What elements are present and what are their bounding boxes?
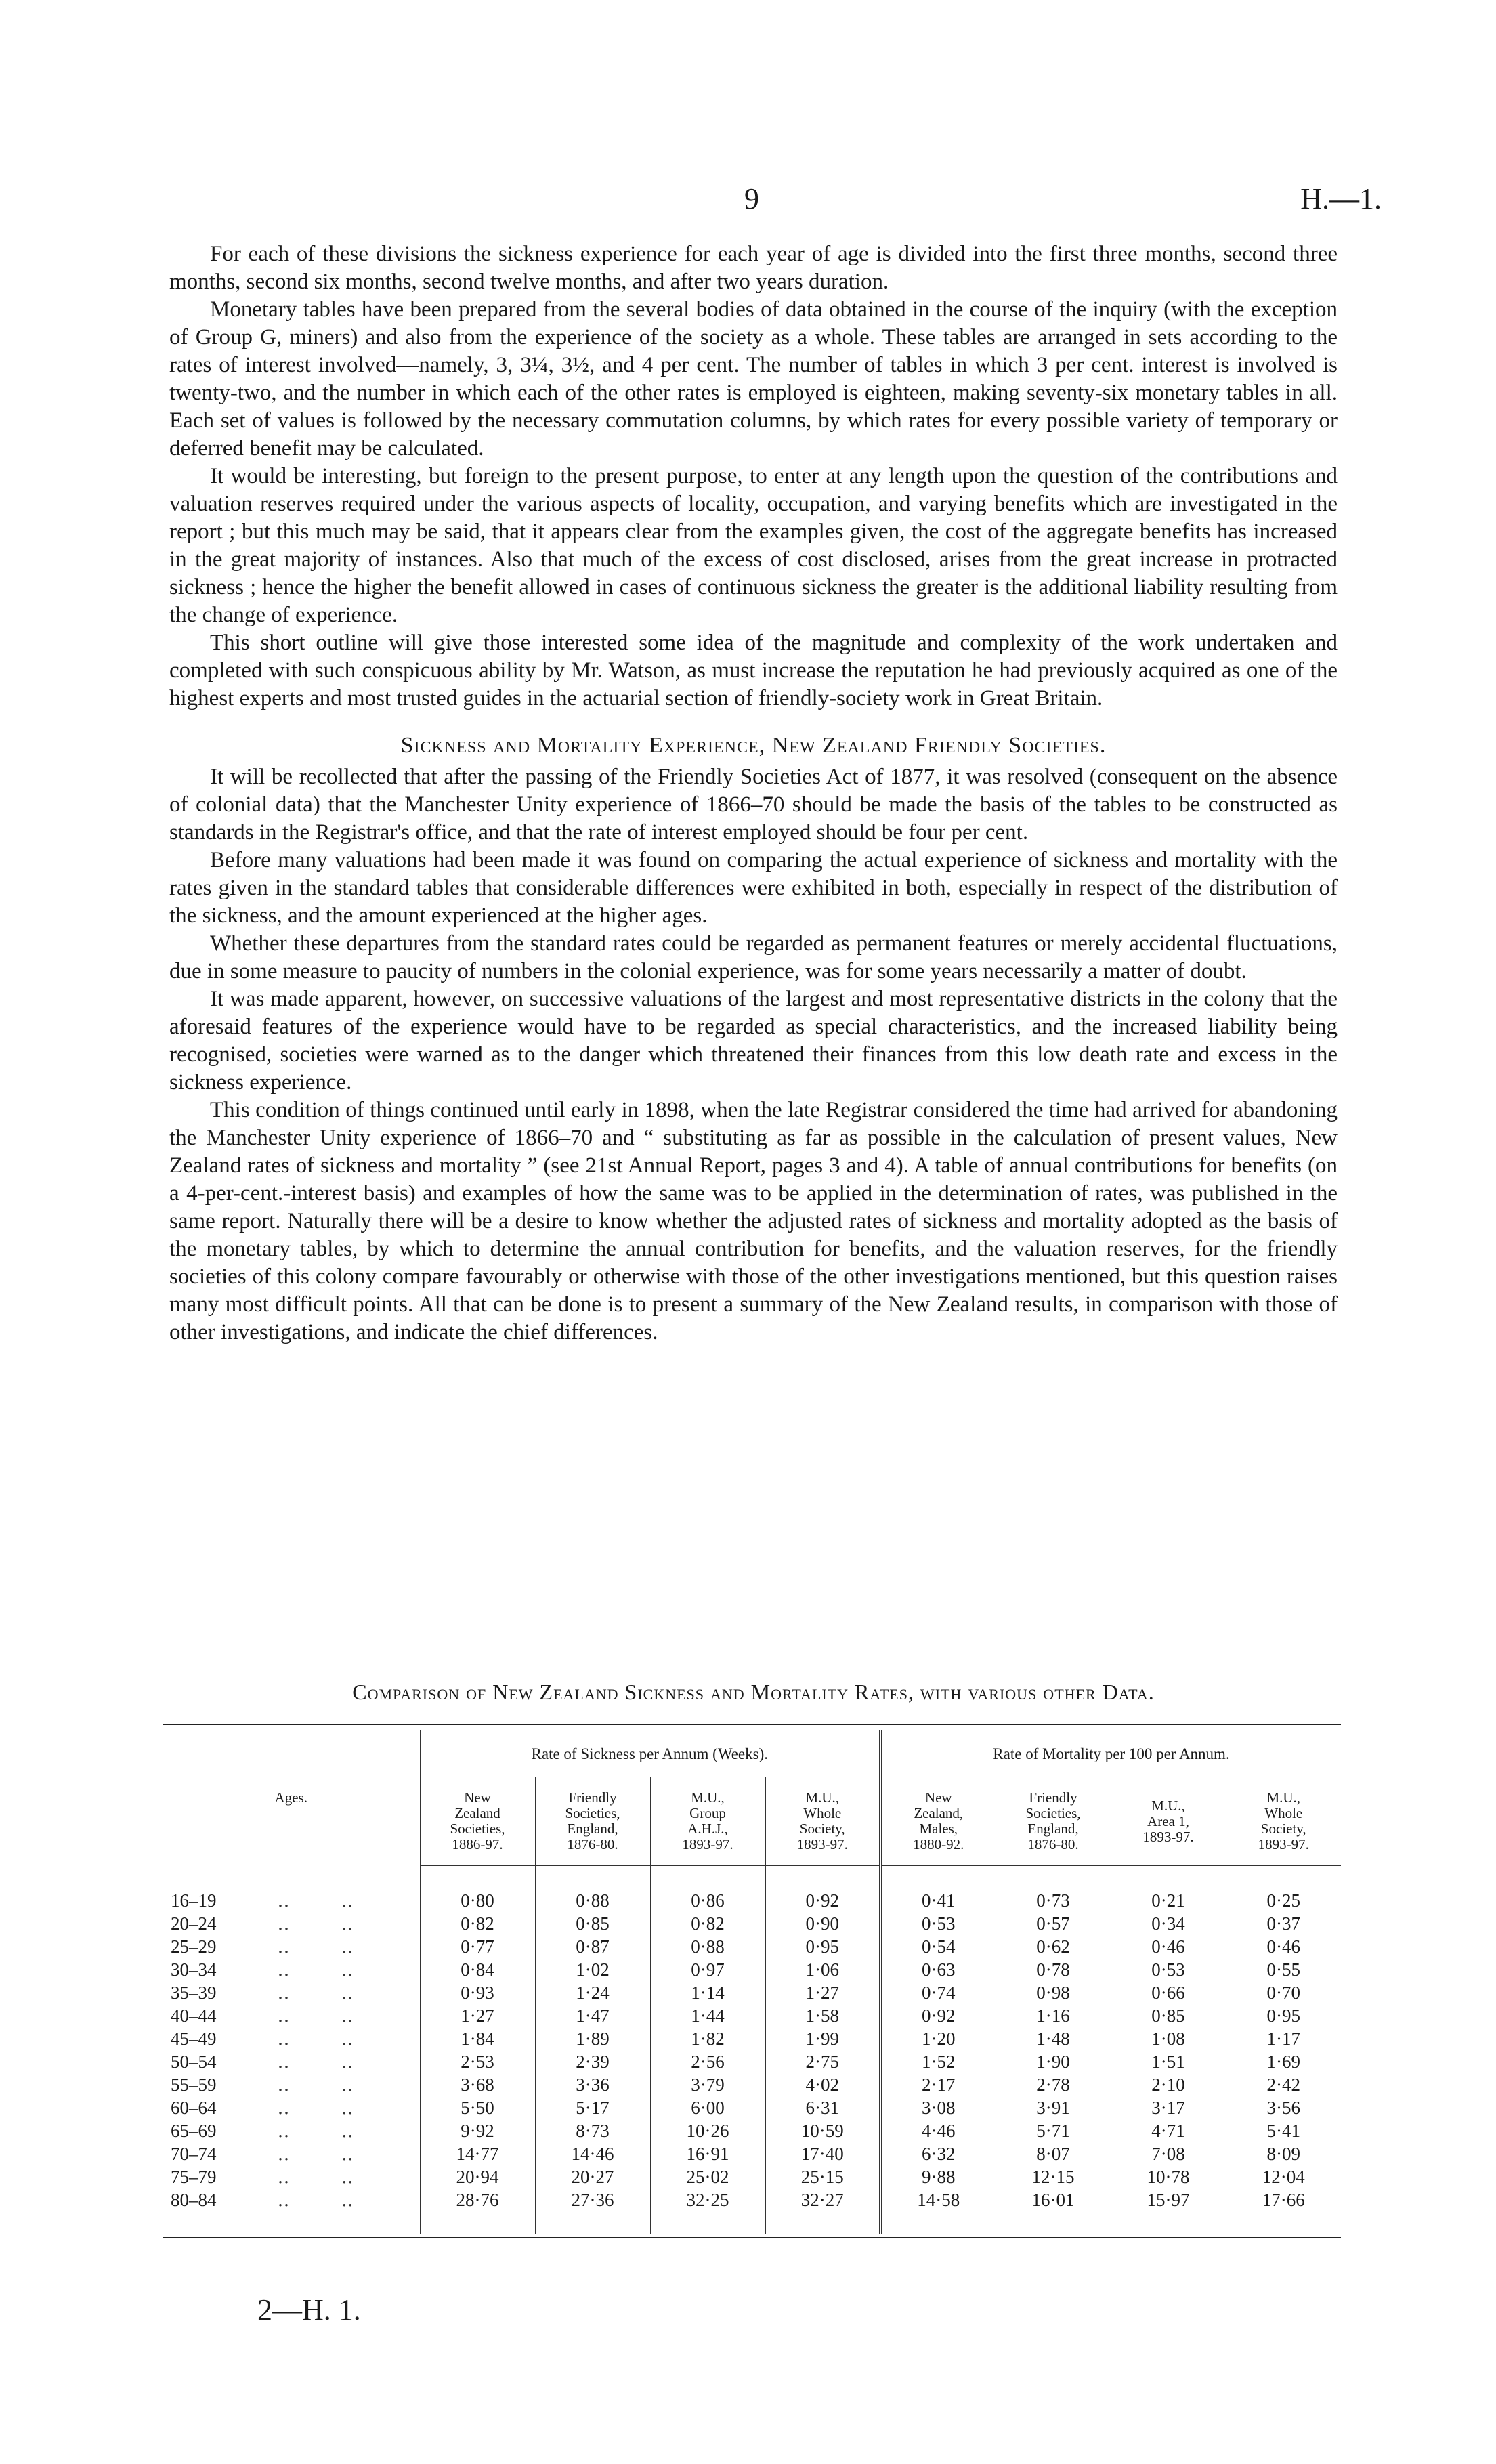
column-header-line: Zealand [454,1805,500,1821]
value-cell: 3·36 [535,2073,650,2096]
leader-dots: ‥ ‥ [277,2190,363,2210]
age-label: 20–24 [171,1913,217,1934]
value-cell: 0·92 [880,2004,996,2027]
age-cell [163,1912,420,1935]
value-cell: 1·16 [996,2004,1111,2027]
value-cell: 14·58 [880,2188,996,2211]
column-header-line: Societies, [565,1805,620,1821]
value-cell: 20·94 [420,2165,535,2188]
age-cell [163,1981,420,2004]
value-cell: 12·15 [996,2165,1111,2188]
value-cell: 17·40 [765,2142,880,2165]
leader-dots: ‥ ‥ [277,2098,363,2118]
column-header-line: 1893-97. [796,1836,848,1852]
value-cell: 1·24 [535,1981,650,2004]
table-row [163,2050,1341,2073]
column-header-line: 1886-97. [452,1836,503,1852]
column-header-line: New [464,1789,491,1806]
value-cell: 2·53 [420,2050,535,2073]
value-cell: 0·25 [1226,1889,1341,1912]
value-cell: 1·27 [420,2004,535,2027]
column-header-line: 1876-80. [1027,1836,1079,1852]
value-cell: 0·98 [996,1981,1111,2004]
table-row [163,2188,1341,2211]
value-cell: 5·41 [1226,2119,1341,2142]
value-cell: 0·37 [1226,1912,1341,1935]
column-header-line: 1893-97. [682,1836,733,1852]
value-cell: 25·15 [765,2165,880,2188]
value-cell: 5·17 [535,2096,650,2119]
column-header [765,1777,880,1866]
value-cell: 2·75 [765,2050,880,2073]
value-cell: 9·92 [420,2119,535,2142]
mortality-group-header: Rate of Mortality per 100 per Annum. [880,1730,1341,1777]
table-row [163,2073,1341,2096]
value-cell: 0·34 [1111,1912,1226,1935]
value-cell: 1·51 [1111,2050,1226,2073]
column-header-line: M.U., [805,1789,840,1806]
value-cell: 1·90 [996,2050,1111,2073]
value-cell: 0·85 [535,1912,650,1935]
column-header-line: Zealand, [914,1805,964,1821]
value-cell: 1·20 [880,2027,996,2050]
value-cell: 0·66 [1111,1981,1226,2004]
table-row [163,2142,1341,2165]
leader-dots: ‥ ‥ [277,2028,363,2049]
age-cell [163,2165,420,2188]
value-cell: 4·02 [765,2073,880,2096]
value-cell: 14·46 [535,2142,650,2165]
value-cell: 0·46 [1111,1935,1226,1958]
age-cell [163,2004,420,2027]
leader-dots: ‥ ‥ [277,2052,363,2072]
value-cell: 6·31 [765,2096,880,2119]
column-header-line: M.U., [691,1789,725,1806]
value-cell: 3·91 [996,2096,1111,2119]
value-cell: 1·52 [880,2050,996,2073]
value-cell: 25·02 [650,2165,765,2188]
paragraph: This condition of things continued until early in 1898, when the late Registrar considered the time had arrived for abandoning the Manchester Unity experience of 1866–70 and “ substituting as far as possible in the calculation of present values, New Zealand rates of sickness and mortality ” (see 21st Annual Report, pages 3 and 4). A table of annual contributions for benefits (on a 4-per-cent.-interest basis) and examples of how the same was to be applied in the determination of rates, was published in the same report. Naturally there will be a desire to know whether the adjusted rates of sickness and mortality adopted as the basis of the monetary tables, by which to determine the annual contribution for benefits, and the valuation reserves, for the friendly societies of this colony compare favourably or otherwise with those of the other investigations mentioned, but this question raises many most difficult points. All that can be done is to present a summary of the New Zealand results, in comparison with those of other investigations, and indicate the chief differences. [169,1098,1338,1344]
table-top-rule [163,1724,1341,1725]
value-cell: 1·44 [650,2004,765,2027]
value-cell: 0·57 [996,1912,1111,1935]
value-cell: 0·82 [420,1912,535,1935]
value-cell: 28·76 [420,2188,535,2211]
value-cell: 0·86 [650,1889,765,1912]
column-header-line: Group [689,1805,726,1821]
value-cell: 2·17 [880,2073,996,2096]
column-header-line: M.U., [1151,1797,1185,1814]
value-cell: 0·53 [1111,1958,1226,1981]
value-cell: 2·78 [996,2073,1111,2096]
age-label: 35–39 [171,1982,217,2003]
value-cell: 0·87 [535,1935,650,1958]
age-cell [163,1958,420,1981]
value-cell: 5·50 [420,2096,535,2119]
leader-dots: ‥ ‥ [277,1982,363,2003]
value-cell: 1·47 [535,2004,650,2027]
value-cell: 0·92 [765,1889,880,1912]
sickness-group-header: Rate of Sickness per Annum (Weeks). [420,1730,880,1777]
age-cell [163,2188,420,2211]
age-label: 30–34 [171,1959,217,1980]
value-cell: 0·93 [420,1981,535,2004]
value-cell: 0·78 [996,1958,1111,1981]
value-cell: 8·07 [996,2142,1111,2165]
value-cell: 10·78 [1111,2165,1226,2188]
value-cell: 8·09 [1226,2142,1341,2165]
column-header-line: Whole [803,1805,842,1821]
age-cell [163,1889,420,1912]
column-header-line: Societies, [450,1821,505,1837]
column-header [535,1777,650,1866]
table-row [163,1981,1341,2004]
column-header-line: Area 1, [1147,1812,1189,1829]
value-cell: 0·90 [765,1912,880,1935]
value-cell: 4·71 [1111,2119,1226,2142]
table-row [163,2165,1341,2188]
value-cell: 0·88 [535,1889,650,1912]
age-label: 80–84 [171,2190,217,2210]
value-cell: 3·79 [650,2073,765,2096]
value-cell: 7·08 [1111,2142,1226,2165]
column-header [996,1777,1111,1866]
value-cell: 10·59 [765,2119,880,2142]
leader-dots: ‥ ‥ [277,1959,363,1980]
value-cell: 1·48 [996,2027,1111,2050]
value-cell: 16·91 [650,2142,765,2165]
column-header [880,1777,996,1866]
value-cell: 17·66 [1226,2188,1341,2211]
leader-dots: ‥ ‥ [277,1890,363,1911]
table-row [163,2004,1341,2027]
age-cell [163,2142,420,2165]
section-title: Sickness and Mortality Experience, New Zealand Friendly Societies. [400,733,1107,758]
value-cell: 8·73 [535,2119,650,2142]
table-row [163,1912,1341,1935]
value-cell: 0·88 [650,1935,765,1958]
value-cell: 0·77 [420,1935,535,1958]
value-cell: 0·21 [1111,1889,1226,1912]
body-text [169,240,1338,1346]
paragraph: It will be recollected that after the passing of the Friendly Societies Act of 1877, it was resolved (consequent on the absence of colonial data) that the Manchester Unity experience of 1866–70 should be made the basis of the tables to be constructed as standards in the Registrar's office, and that the rate of interest employed should be four per cent. [169,765,1338,845]
table-title: Comparison of New Zealand Sickness and Mortality Rates, with various other Data. [352,1680,1155,1704]
value-cell: 0·82 [650,1912,765,1935]
leader-dots: ‥ ‥ [277,2121,363,2141]
value-cell: 16·01 [996,2188,1111,2211]
value-cell: 0·46 [1226,1935,1341,1958]
column-header-line: Society, [1260,1821,1306,1837]
column-header-line: Friendly [568,1789,617,1806]
value-cell: 0·97 [650,1958,765,1981]
column-header-line: Friendly [1029,1789,1077,1806]
paragraph: For each of these divisions the sickness experience for each year of age is divided into the first three months, second three months, second six months, second twelve months, and after two years duration. [169,242,1338,294]
paragraph: It would be interesting, but foreign to the present purpose, to enter at any length upon the question of the contributions and valuation reserves required under the various aspects of locality, occupation, and varying benefits which are investigated in the report ; but this much may be said, that it appears clear from the examples given, the cost of the aggregate benefits has increased in the great majority of instances. Also that much of the excess of cost disclosed, arises from the great increase in protracted sickness ; hence the higher the benefit allowed in cases of continuous sickness the greater is the additional liability resulting from the change of experience. [169,464,1338,627]
age-cell [163,2096,420,2119]
leader-dots: ‥ ‥ [277,2005,363,2026]
leader-dots: ‥ ‥ [277,2167,363,2187]
value-cell: 2·10 [1111,2073,1226,2096]
table-row [163,2119,1341,2142]
leader-dots: ‥ ‥ [277,2075,363,2095]
ages-header: Ages. [274,1789,307,1806]
column-header-line: 1876-80. [567,1836,618,1852]
leader-dots: ‥ ‥ [277,2144,363,2164]
value-cell: 3·56 [1226,2096,1341,2119]
value-cell: 0·63 [880,1958,996,1981]
document-reference: H.—1. [1300,182,1382,215]
value-cell: 27·36 [535,2188,650,2211]
value-cell: 15·97 [1111,2188,1226,2211]
age-cell [163,2073,420,2096]
paragraph: Whether these departures from the standard rates could be regarded as permanent features or merely accidental fluctuations, due in some measure to paucity of numbers in the colonial experience, was for some years necessarily a matter of doubt. [169,931,1338,983]
value-cell: 9·88 [880,2165,996,2188]
comparison-table [163,1730,1341,2234]
value-cell: 12·04 [1226,2165,1341,2188]
column-header-line: England, [1027,1821,1079,1837]
column-header-line: New [924,1789,952,1806]
column-header-line: 1893-97. [1142,1828,1194,1845]
value-cell: 0·55 [1226,1958,1341,1981]
value-cell: 3·08 [880,2096,996,2119]
age-cell [163,2119,420,2142]
value-cell: 0·73 [996,1889,1111,1912]
column-header-line: Whole [1264,1805,1303,1821]
age-label: 60–64 [171,2098,217,2118]
table-bottom-rule [163,2237,1341,2238]
age-label: 55–59 [171,2075,217,2095]
value-cell: 0·80 [420,1889,535,1912]
value-cell: 32·25 [650,2188,765,2211]
value-cell: 0·53 [880,1912,996,1935]
age-cell [163,2027,420,2050]
age-label: 16–19 [171,1890,217,1911]
paragraph: Before many valuations had been made it was found on comparing the actual experience of sickness and mortality with the rates given in the standard tables that considerable differences were exhibited in both, especially in respect of the distribution of the sickness, and the amount experienced at the higher ages. [169,848,1338,928]
column-header [1226,1777,1341,1866]
column-header-line: 1880-92. [913,1836,964,1852]
table-row [163,2096,1341,2119]
value-cell: 3·17 [1111,2096,1226,2119]
value-cell: 0·85 [1111,2004,1226,2027]
value-cell: 0·54 [880,1935,996,1958]
value-cell: 6·32 [880,2142,996,2165]
value-cell: 5·71 [996,2119,1111,2142]
value-cell: 1·99 [765,2027,880,2050]
value-cell: 0·95 [1226,2004,1341,2027]
age-label: 40–44 [171,2005,217,2026]
value-cell: 0·62 [996,1935,1111,1958]
paragraph: It was made apparent, however, on successive valuations of the largest and most representative districts in the colony that the aforesaid features of the experience would have to be regarded as special characteristics, and the increased liability being recognised, societies were warned as to the danger which threatened their finances from this low death rate and excess in the sickness experience. [169,987,1338,1095]
column-header-line: Males, [919,1821,958,1837]
column-header-line: Society, [799,1821,845,1837]
age-cell [163,1935,420,1958]
value-cell: 1·58 [765,2004,880,2027]
column-header [420,1777,535,1866]
column-header [650,1777,765,1866]
table-row [163,1958,1341,1981]
age-label: 70–74 [171,2144,217,2164]
value-cell: 20·27 [535,2165,650,2188]
value-cell: 1·17 [1226,2027,1341,2050]
value-cell: 4·46 [880,2119,996,2142]
value-cell: 2·56 [650,2050,765,2073]
age-label: 75–79 [171,2167,217,2187]
column-header-line: England, [567,1821,618,1837]
value-cell: 0·84 [420,1958,535,1981]
value-cell: 1·02 [535,1958,650,1981]
leader-dots: ‥ ‥ [277,1913,363,1934]
page-number: 9 [744,182,759,215]
age-label: 50–54 [171,2052,217,2072]
value-cell: 1·08 [1111,2027,1226,2050]
value-cell: 6·00 [650,2096,765,2119]
value-cell: 1·06 [765,1958,880,1981]
value-cell: 1·82 [650,2027,765,2050]
value-cell: 10·26 [650,2119,765,2142]
age-cell [163,2050,420,2073]
value-cell: 0·95 [765,1935,880,1958]
table-row [163,2027,1341,2050]
value-cell: 2·42 [1226,2073,1341,2096]
column-header-line: Societies, [1025,1805,1081,1821]
value-cell: 1·14 [650,1981,765,2004]
column-header [1111,1777,1226,1866]
value-cell: 1·89 [535,2027,650,2050]
age-label: 25–29 [171,1936,217,1957]
paragraph: This short outline will give those interested some idea of the magnitude and complexity of the work undertaken and completed with such conspicuous ability by Mr. Watson, as must increase the reputation he had previously acquired as one of the highest experts and most trusted guides in the actuarial section of friendly-society work in Great Britain. [169,631,1338,710]
table-row [163,1889,1341,1912]
value-cell: 2·39 [535,2050,650,2073]
value-cell: 0·41 [880,1889,996,1912]
value-cell: 32·27 [765,2188,880,2211]
paragraph: Monetary tables have been prepared from the several bodies of data obtained in the course of the inquiry (with the exception of Group G, miners) and also from the experience of the society as a whole. These tables are arranged in sets according to the rates of interest involved—namely, 3, 3¼, 3½, and 4 per cent. The number of tables in which 3 per cent. interest is involved is twenty-two, and the number in which each of the other rates is employed is eighteen, making seventy-six monetary tables in all. Each set of values is followed by the necessary commutation columns, by which rates for every possible variety of temporary or deferred benefit may be calculated. [169,297,1338,461]
table-row [163,1935,1341,1958]
leader-dots: ‥ ‥ [277,1936,363,1957]
value-cell: 1·84 [420,2027,535,2050]
column-header-line: M.U., [1266,1789,1301,1806]
value-cell: 0·74 [880,1981,996,2004]
age-label: 45–49 [171,2028,217,2049]
value-cell: 1·69 [1226,2050,1341,2073]
age-label: 65–69 [171,2121,217,2141]
column-header-line: A.H.J., [687,1821,728,1837]
value-cell: 3·68 [420,2073,535,2096]
value-cell: 0·70 [1226,1981,1341,2004]
footer-signature: 2—H. 1. [257,2293,361,2327]
column-header-line: 1893-97. [1258,1836,1309,1852]
value-cell: 14·77 [420,2142,535,2165]
value-cell: 1·27 [765,1981,880,2004]
